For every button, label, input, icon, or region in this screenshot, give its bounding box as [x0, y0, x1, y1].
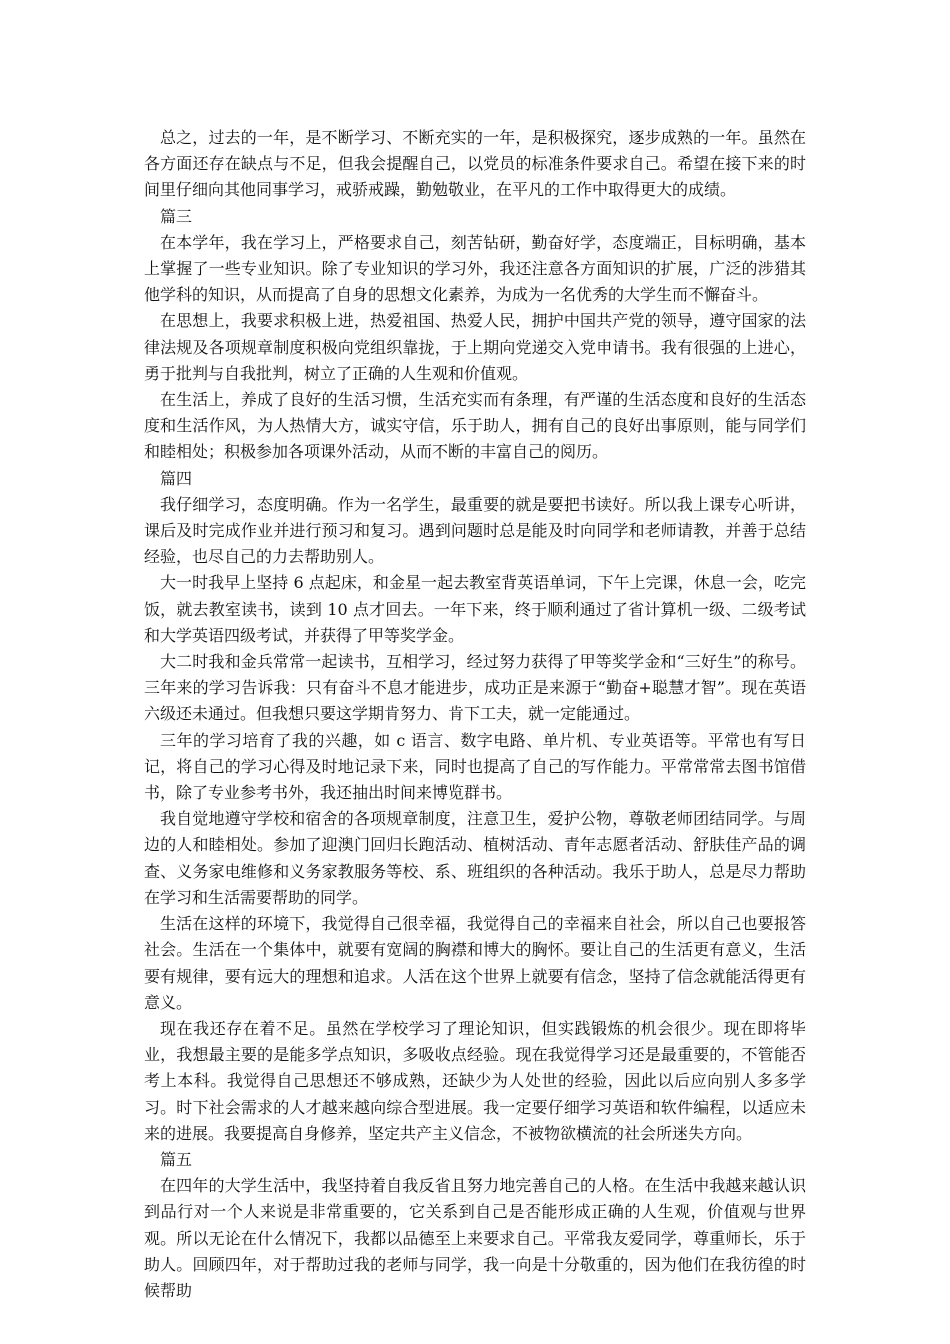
paragraph-freshman: 大一时我早上坚持 6 点起床，和金星一起去教室背英语单词，下午上完课，休息一会，吃完饭，就去教室读书，读到 10 点才回去。一年下来，终于顺利通过了省计算机一级、二级考试和大学英语四级考试，并获得了甲等奖学金。 [144, 573, 806, 645]
section-heading-4: 篇四 [160, 468, 193, 488]
paragraph-life: 在生活上，养成了良好的生活习惯，生活充实而有条理，有严谨的生活态度和良好的生活态度和生活作风，为人热情大方，诚实守信，乐于助人，拥有自己的良好出事原则，能与同学们和睦相处；积极参加各项课外活动，从而不断的丰富自己的阅历。 [144, 390, 806, 462]
document-body [144, 125, 806, 1304]
paragraph-shortcomings: 现在我还存在着不足。虽然在学校学习了理论知识，但实践锻炼的机会很少。现在即将毕业，我想最主要的是能多学点知识，多吸收点经验。现在我觉得学习还是最重要的，不管能否考上本科。我觉得自己思想还不够成熟，还缺少为人处世的经验，因此以后应向别人多多学习。时下社会需求的人才越来越向综合型进展。我一定要仔细学习英语和软件编程，以适应未来的进展。我要提高自身修养，坚定共产主义信念，不被物欲横流的社会所迷失方向。 [144, 1018, 806, 1143]
paragraph-interests: 三年的学习培育了我的兴趣，如 c 语言、数字电路、单片机、专业英语等。平常也有写日记，将自己的学习心得及时地记录下来，同时也提高了自己的写作能力。平常常常去图书馆借书，除了专业参考书外，我还抽出时间来博览群书。 [144, 730, 806, 803]
paragraph-happiness: 生活在这样的环境下，我觉得自己很幸福，我觉得自己的幸福来自社会，所以自己也要报答社会。生活在一个集体中，就要有宽阔的胸襟和博大的胸怀。要让自己的生活更有意义，生活要有规律，要有远大的理想和追求。人活在这个世界上就要有信念，坚持了信念就能活得更有意义。 [144, 914, 806, 1012]
section-heading-5: 篇五 [160, 1149, 193, 1169]
paragraph-study: 在本学年，我在学习上，严格要求自己，刻苦钻研，勤奋好学，态度端正，目标明确，基本上掌握了一些专业知识。除了专业知识的学习外，我还注意各方面知识的扩展，广泛的涉猎其他学科的知识，从而提高了自身的思想文化素养，为成为一名优秀的大学生而不懈奋斗。 [144, 232, 806, 305]
paragraph-thought: 在思想上，我要求积极上进，热爱祖国、热爱人民，拥护中国共产党的领导，遵守国家的法律法规及各项规章制度积极向党组织靠拢，于上期向党递交入党申请书。我有很强的上进心，勇于批判与自我批判，树立了正确的人生观和价值观。 [144, 311, 806, 383]
paragraph-sophomore: 大二时我和金兵常常一起读书，互相学习，经过努力获得了甲等奖学金和“三好生”的称号。三年来的学习告诉我：只有奋斗不息才能进步，成功正是来源于“勤奋+聪慧才智”。现在英语六级还未通过。但我想只要这学期肯努力、肯下工夫，就一定能通过。 [144, 652, 806, 724]
section-heading-3: 篇三 [160, 206, 193, 226]
paragraph-summary: 总之，过去的一年，是不断学习、不断充实的一年，是积极探究，逐步成熟的一年。虽然在各方面还存在缺点与不足，但我会提醒自己，以党员的标准条件要求自己。希望在接下来的时间里仔细向其他同事学习，戒骄戒躁，勤勉敬业，在平凡的工作中取得更大的成绩。 [144, 128, 806, 200]
paragraph-character: 在四年的大学生活中，我坚持着自我反省且努力地完善自己的人格。在生活中我越来越认识到品行对一个人来说是非常重要的，它关系到自己是否能形成正确的人生观，价值观与世界观。所以无论在什么情况下，我都以品德至上来要求自己。平常我友爱同学，尊重师长，乐于助人。回顾四年，对于帮助过我的老师与同学，我一向是十分敬重的，因为他们在我彷徨的时候帮助 [144, 1176, 806, 1300]
paragraph-rules: 我自觉地遵守学校和宿舍的各项规章制度，注意卫生，爱护公物，尊敬老师团结同学。与周边的人和睦相处。参加了迎澳门回归长跑活动、植树活动、青年志愿者活动、舒肤佳产品的调查、义务家电维修和义务家教服务等校、系、班组织的各种活动。我乐于助人，总是尽力帮助在学习和生活需要帮助的同学。 [144, 809, 806, 907]
paragraph-attitude: 我仔细学习，态度明确。作为一名学生，最重要的就是要把书读好。所以我上课专心听讲，课后及时完成作业并进行预习和复习。遇到问题时总是能及时向同学和老师请教，并善于总结经验，也尽自己的力去帮助别人。 [144, 494, 806, 567]
